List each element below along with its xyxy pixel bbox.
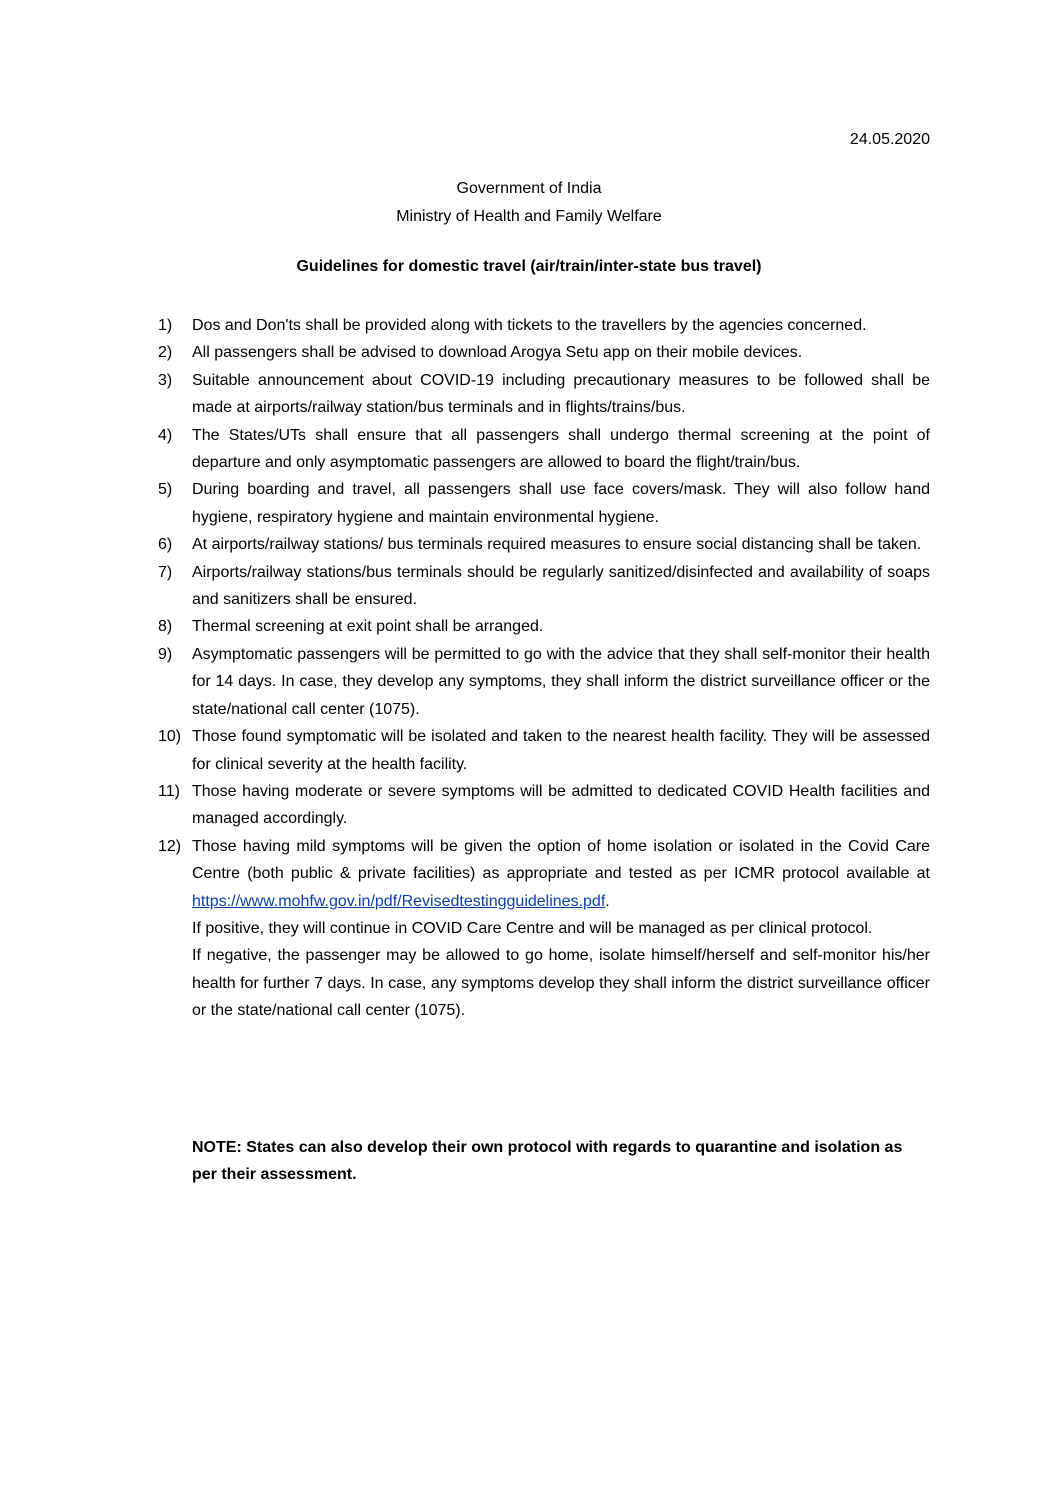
list-item xyxy=(158,613,930,640)
item-number: 8) xyxy=(158,618,173,636)
item-number: 11) xyxy=(158,782,180,800)
list-item-12 xyxy=(158,833,930,1025)
document-title: Guidelines for domestic travel (air/train/inter-state bus travel) xyxy=(296,258,762,275)
testing-guidelines-link[interactable]: https://www.mohfw.gov.in/pdf/Revisedtestingguidelines.pdf xyxy=(192,892,606,910)
item-12-positive: If positive, they will continue in COVID Care Centre and will be managed as per clinical protocol. xyxy=(192,919,873,937)
list-item xyxy=(158,312,930,339)
item-text: The States/UTs shall ensure that all passengers shall undergo thermal screening at the point of departure and only asymptomatic passengers are allowed to board the flight/train/bus. xyxy=(192,426,930,472)
item-12-paragraph xyxy=(192,833,930,915)
item-text: Airports/railway stations/bus terminals should be regularly sanitized/disinfected and availability of soaps and sanitizers shall be ensured. xyxy=(192,563,930,609)
item-number: 9) xyxy=(158,645,173,663)
header-government: Government of India xyxy=(456,180,602,197)
document-header xyxy=(0,175,1058,231)
item-text: Those having moderate or severe symptoms will be admitted to dedicated COVID Health facilities and managed accordingly. xyxy=(192,782,930,828)
list-item xyxy=(158,641,930,723)
item-number: 12) xyxy=(158,837,182,855)
list-item xyxy=(158,476,930,531)
list-item xyxy=(158,778,930,833)
item-text: Dos and Don'ts shall be provided along with tickets to the travellers by the agencies concerned. xyxy=(192,317,867,334)
item-number: 10) xyxy=(158,728,182,746)
list-item xyxy=(158,723,930,778)
item-text: At airports/railway stations/ bus terminals required measures to ensure social distancing shall be taken. xyxy=(192,536,922,554)
item-12-text: Those having mild symptoms will be given the option of home isolation or isolated in the Covid Care Centre (both public & private facilities) as appropriate and tested as per ICMR protocol available at xyxy=(192,837,930,883)
item-number: 6) xyxy=(158,536,173,554)
item-number: 4) xyxy=(158,426,173,444)
header-ministry: Ministry of Health and Family Welfare xyxy=(396,208,662,225)
guidelines-list xyxy=(158,312,930,1025)
note-text: NOTE: States can also develop their own protocol with regards to quarantine and isolation as per their assessment. xyxy=(192,1139,903,1184)
item-text: Thermal screening at exit point shall be arranged. xyxy=(192,618,544,636)
list-item xyxy=(158,367,930,422)
item-text-block xyxy=(192,833,930,1025)
item-text: Suitable announcement about COVID-19 including precautionary measures to be followed shall be made at airports/railway station/bus terminals and in flights/trains/bus. xyxy=(192,371,930,417)
item-text: All passengers shall be advised to download Arogya Setu app on their mobile devices. xyxy=(192,344,803,362)
item-text: During boarding and travel, all passengers shall use face covers/mask. They will also follow hand hygiene, respiratory hygiene and maintain environmental hygiene. xyxy=(192,481,930,526)
item-text: Those found symptomatic will be isolated and taken to the nearest health facility. They will be assessed for clinical severity at the health facility. xyxy=(192,728,930,773)
item-number: 2) xyxy=(158,344,173,362)
item-12-negative: If negative, the passenger may be allowed to go home, isolate himself/herself and self-monitor his/her health for further 7 days. In case, any symptoms develop they shall inform the district surveillance officer or the state/national call center (1075). xyxy=(192,947,930,1020)
list-item xyxy=(158,422,930,477)
item-number: 5) xyxy=(158,481,173,499)
document-date: 24.05.2020 xyxy=(849,131,930,148)
item-text: Asymptomatic passengers will be permitted to go with the advice that they shall self-monitor their health for 14 days. In case, they develop any symptoms, they shall inform the district surveillance officer or the state/national call center (1075). xyxy=(192,645,930,718)
list-item xyxy=(158,339,930,366)
list-item xyxy=(158,559,930,614)
item-12-period: . xyxy=(605,892,610,910)
list-item xyxy=(158,531,930,558)
item-number: 3) xyxy=(158,371,173,389)
item-number: 7) xyxy=(158,563,173,581)
item-number: 1) xyxy=(158,317,173,334)
